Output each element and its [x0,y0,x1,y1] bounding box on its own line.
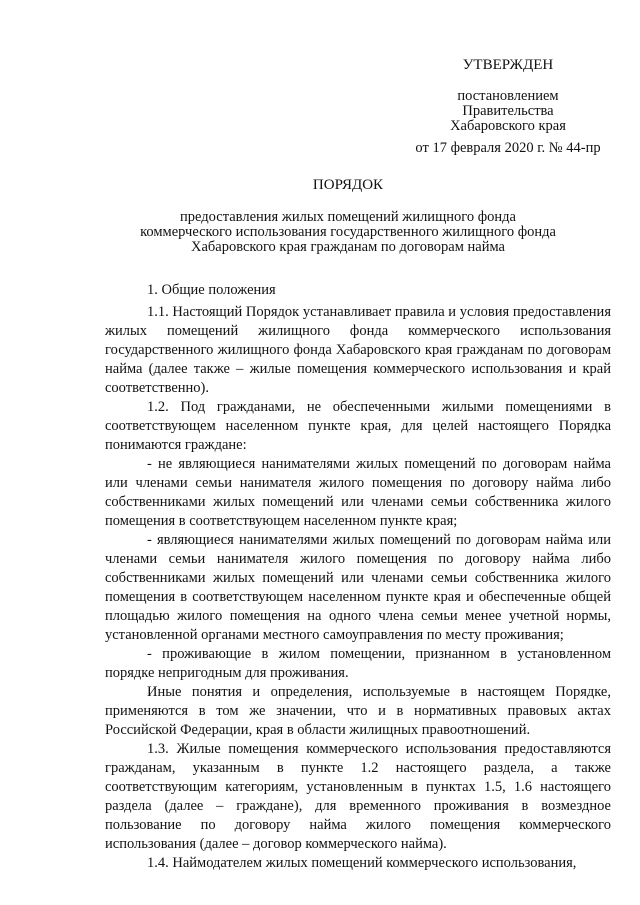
document-subtitle-line: предоставления жилых помещений жилищного фонда [180,209,516,225]
paragraph: 1.4. Наймодателем жилых помещений коммерческого использования, [147,855,577,871]
document-title: ПОРЯДОК [312,177,384,193]
approval-date: от 17 февраля 2020 г. № 44-пр [415,140,601,156]
paragraph: 1.2. Под гражданами, не обеспеченными жилыми помещениями в соответствующем населенном пункте края, для целей настоящего Порядка понимаются граждане: [105,399,611,453]
paragraph: Иные понятия и определения, используемые в настоящем Порядке, применяются в том же значении, что и в нормативных правовых актах Российской Федерации, края в области жилищных правоотношений. [105,684,611,738]
approval-line: Правительства [462,103,554,119]
document-subtitle-line: Хабаровского края гражданам по договорам найма [191,239,505,255]
section-heading: 1. Общие положения [147,282,276,298]
approval-heading: УТВЕРЖДЕН [462,57,554,73]
document-subtitle-line: коммерческого использования государственного жилищного фонда [140,224,556,240]
approval-line: постановлением [457,88,559,104]
approval-line: Хабаровского края [450,118,566,134]
document-title-block [105,178,591,255]
paragraph: 1.1. Настоящий Порядок устанавливает правила и условия предоставления жилых помещений жилищного фонда коммерческого использования государственного жилищного фонда Хабаровского края гражданам по договорам найма (далее также – жилые помещения коммерческого использования и край соответственно). [105,304,611,396]
paragraph: - являющиеся нанимателями жилых помещений по договорам найма или членами семьи нанимателя жилого помещения по договору найма либо собственниками жилых помещений или членами семьи собственника жилого помещения в соответствующем населенном пункте края и обеспеченные общей площадью жилого помещения на одного члена семьи менее учетной нормы, установленной органами местного самоуправления по месту проживания; [105,532,611,643]
approval-block [388,58,628,156]
paragraph: 1.3. Жилые помещения коммерческого использования предоставляются гражданам, указанным в пункте 1.2 настоящего раздела, а также соответствующим категориям, установленным в пунктах 1.5, 1.6 настоящего раздела (далее – граждане), для временного проживания в возмездное пользование по договору найма жилого помещения коммерческого использования (далее – договор коммерческого найма). [105,741,611,852]
paragraph: - не являющиеся нанимателями жилых помещений по договорам найма или членами семьи нанимателя жилого помещения по договору найма либо собственниками жилых помещений или членами семьи собственника жилого помещения в соответствующем населенном пункте края; [105,456,611,529]
paragraph: - проживающие в жилом помещении, признанном в установленном порядке непригодным для проживания. [105,646,611,681]
document-body [105,281,611,873]
